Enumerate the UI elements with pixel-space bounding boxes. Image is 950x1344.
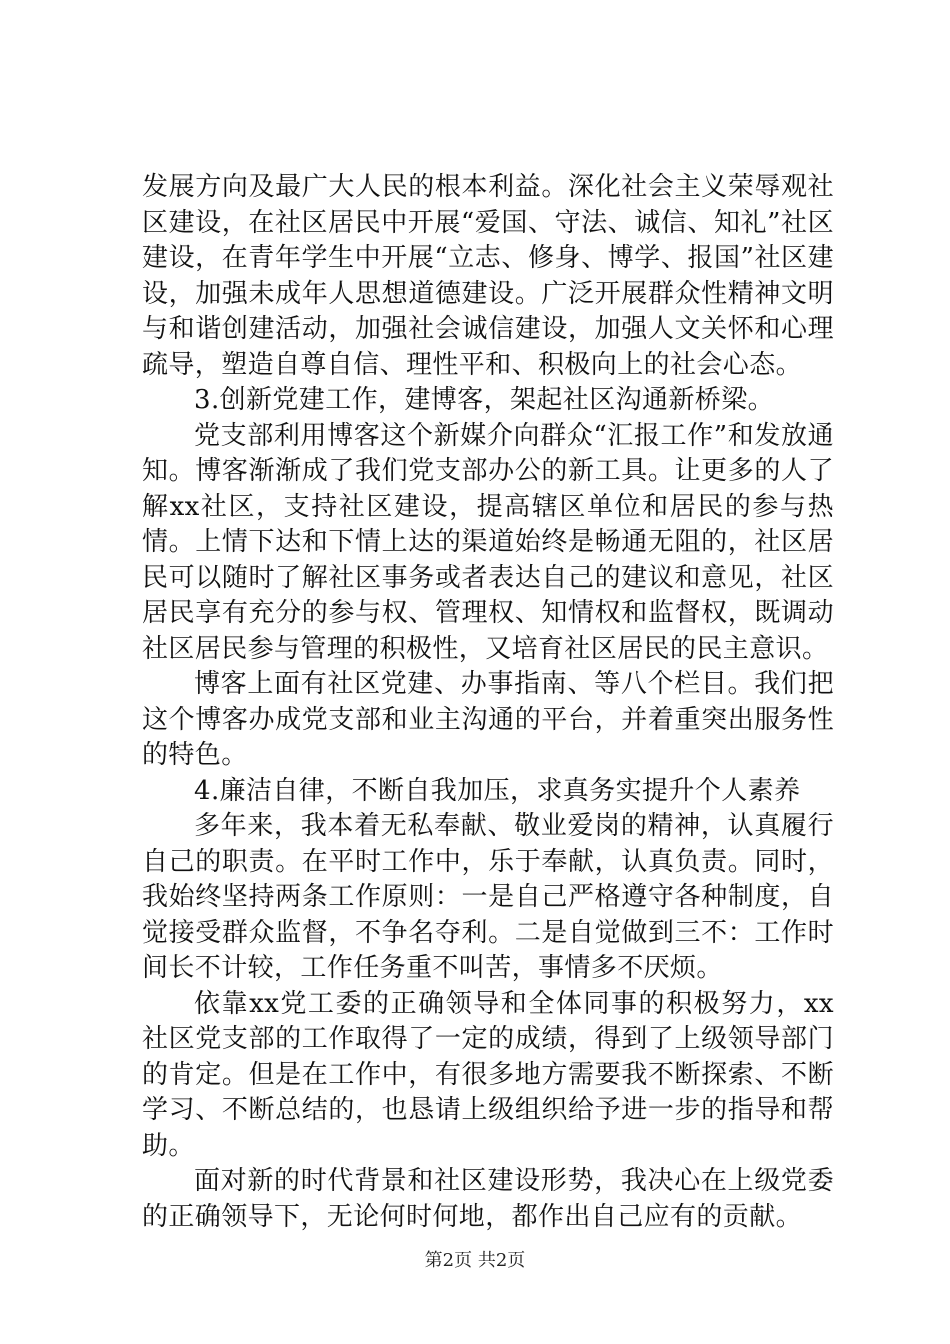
paragraph-1: 发展方向及最广大人民的根本利益。深化社会主义荣辱观社区建设，在社区居民中开展“爱国、守法、诚信、知礼”社区建设，在青年学生中开展“立志、修身、博学、报国”社区建设，加强未成年人思想道德建设。广泛开展群众性精神文明与和谐创建活动，加强社会诚信建设，加强人文关怀和心理疏导，塑造自尊自信、理性平和、积极向上的社会心态。 (142, 172, 834, 380)
paragraph-7: 依靠xx党工委的正确领导和全体同事的积极努力，xx社区党支部的工作取得了一定的成绩，得到了上级领导部门的肯定。但是在工作中，有很多地方需要我不断探索、不断学习、不断总结的，也恳请上级组织给予进一步的指导和帮助。 (142, 988, 834, 1161)
page-number-footer: 第2页 共2页 (424, 1250, 526, 1271)
paragraph-3: 党支部利用博客这个新媒介向群众“汇报工作”和发放通知。博客渐渐成了我们党支部办公的新工具。让更多的人了解xx社区，支持社区建设，提高辖区单位和居民的参与热情。上情下达和下情上达的渠道始终是畅通无阻的，社区居民可以随时了解社区事务或者表达自己的建议和意见，社区居民享有充分的参与权、管理权、知情权和监督权，既调动社区居民参与管理的积极性，又培育社区居民的民主意识。 (142, 420, 834, 664)
paragraph-2-heading: 3.创新党建工作，建博客，架起社区沟通新桥梁。 (194, 385, 775, 415)
paragraph-4: 博客上面有社区党建、办事指南、等八个栏目。我们把这个博客办成党支部和业主沟通的平台，并着重突出服务性的特色。 (142, 669, 834, 770)
paragraph-8: 面对新的时代背景和社区建设形势，我决心在上级党委的正确领导下，无论何时何地，都作出自己应有的贡献。 (142, 1166, 834, 1232)
paragraph-6: 多年来，我本着无私奉献、敬业爱岗的精神，认真履行自己的职责。在平时工作中，乐于奉献，认真负责。同时，我始终坚持两条工作原则：一是自己严格遵守各种制度，自觉接受群众监督，不争名夺利。二是自觉做到三不：工作时间长不计较，工作任务重不叫苦，事情多不厌烦。 (142, 811, 834, 983)
paragraph-5-heading: 4.廉洁自律，不断自我加压，求真务实提升个人素养 (194, 775, 801, 806)
document-body (142, 170, 834, 1235)
